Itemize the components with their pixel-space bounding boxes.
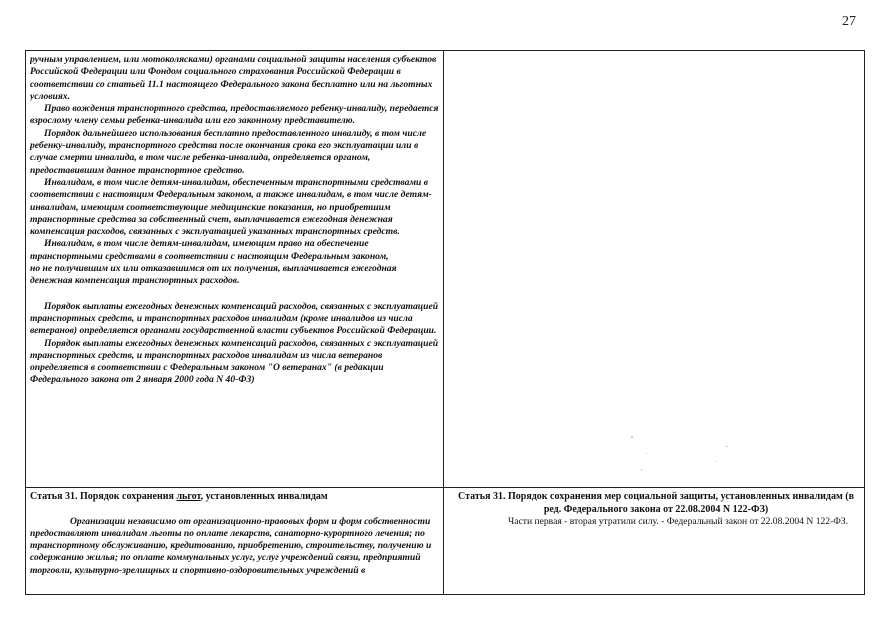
- paragraph: Инвалидам, в том числе детям-инвалидам, обеспеченным транспортными средствами в соответствии с настоящим Федеральным законом, а также инвалидам, в том числе детям-инвалидам, имеющим соответствующие медицинские показания, но приобретшим транспортные средства за собственный счет, выплачивается ежегодная денежная компенсация расходов, связанных с эксплуатацией указанных транспортных средств.: [30, 176, 432, 238]
- right-cell-bottom: [450, 491, 862, 591]
- article-heading-right: Статья 31. Порядок сохранения мер социальной защиты, установленных инвалидам (в ред. Федерального закона от 22.08.2004 N 122-ФЗ): [458, 491, 854, 515]
- comparison-table: [25, 50, 865, 595]
- paragraph: Порядок выплаты ежегодных денежных компенсаций расходов, связанных с эксплуатацией транспортных средств, и транспортных расходов инвалидам (кроме инвалидов из числа ветеранов) определяется органами государственной власти субъектов Российской Федерации.: [30, 300, 439, 337]
- paragraph: но не получившим их или отказавшимся от их получения, выплачивается ежегодная денежная компенсация транспортных расходов.: [30, 263, 397, 287]
- article-text-left: Организации независимо от организационно-правовых форм и форм собственности предоставляют инвалидам льготы по оплате лекарств, санаторно-курортного лечения; по транспортному обслуживанию, кредитованию, приобретению, строительству, получению и содержанию жилья; по оплате коммунальных услуг, услуг учреждений связи, предприятий торговли, культурно-зрелищных и спортивно-оздоровительных учреждений в: [30, 515, 432, 576]
- article-heading-left: Статья 31. Порядок сохранения льгот, установленных инвалидам: [30, 491, 328, 502]
- paragraph: Порядок дальнейшего использования бесплатно предоставленного инвалиду, в том числе ребенку-инвалиду, транспортного средства после окончания срока его эксплуатации или в случае смерти инвалида, в том числе ребенка-инвалида, определяется органом, предоставившим данное транспортное средство.: [30, 127, 427, 176]
- paragraph: Порядок выплаты ежегодных денежных компенсаций расходов, связанных с эксплуатацией транспортных средств, и транспортных расходов инвалидам из числа ветеранов определяется в соответствии с Федеральным законом "О ветеранах" (в редакции Федерального закона от 2 января 2000 года N 40-ФЗ): [30, 337, 439, 386]
- left-cell-top: [30, 54, 440, 484]
- paragraph: Право вождения транспортного средства, предоставляемого ребенку-инвалиду, передается взрослому члену семьи ребенка-инвалида или его законному представителю.: [30, 103, 439, 127]
- paragraph: Инвалидам, в том числе детям-инвалидам, имеющим право на обеспечение транспортными средствами в соответствии с настоящим Федеральным законом,: [30, 238, 389, 262]
- paragraph: ручным управлением, или мотоколясками) органами социальной защиты населения субъектов Российской Федерации или Фондом социального страхования Российской Федерации в соответствии со статьей 11.1 настоящего Федерального закона бесплатно или на льготных условиях.: [30, 54, 437, 102]
- page-number: 27: [842, 14, 856, 29]
- column-divider: [443, 51, 444, 594]
- left-cell-bottom: [30, 491, 440, 594]
- article-text-right: Части первая - вторая утратили силу. - Федеральный закон от 22.08.2004 N 122-ФЗ.: [508, 516, 849, 527]
- row-divider: [26, 487, 864, 488]
